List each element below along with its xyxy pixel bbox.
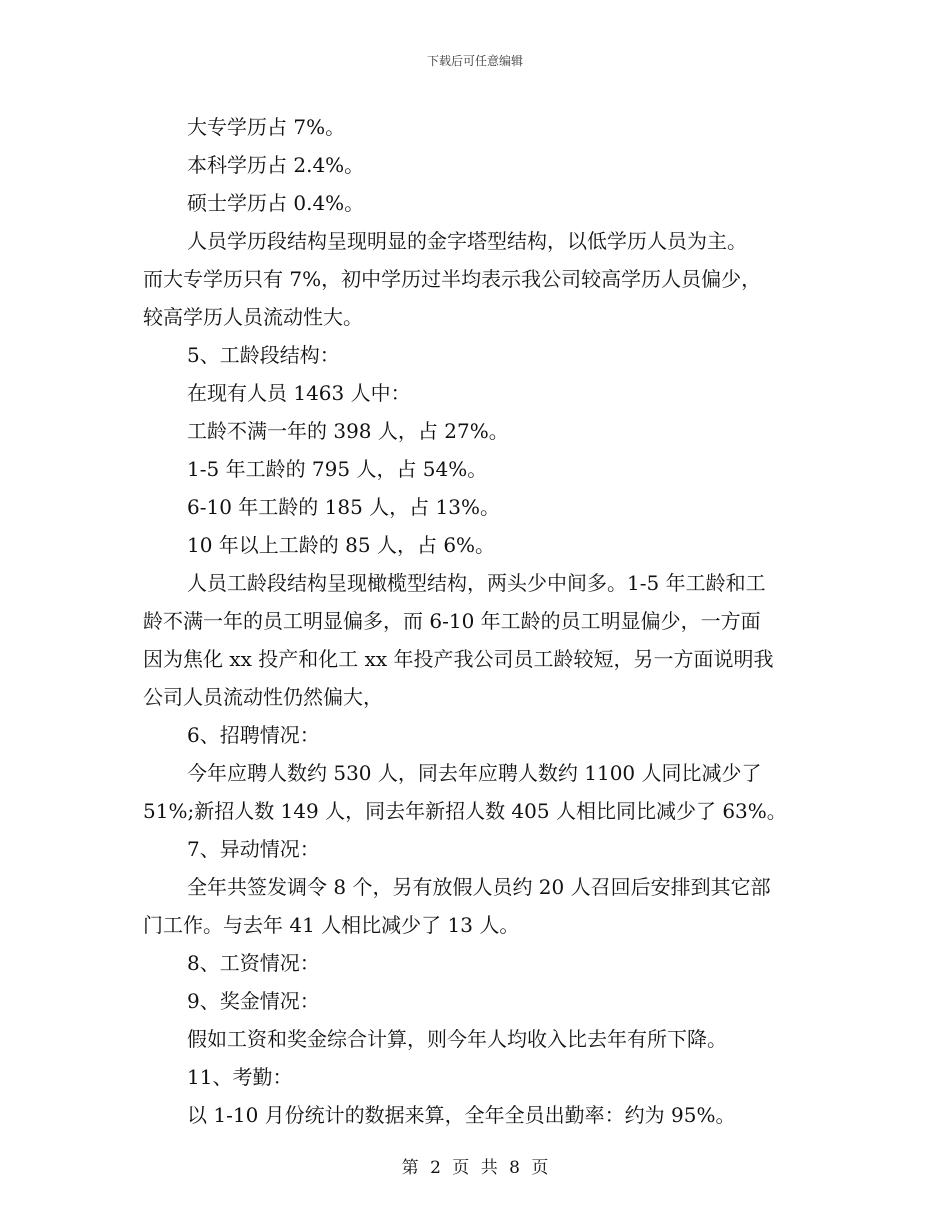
section-heading: 9、奖金情况： <box>187 989 320 1013</box>
paragraph-line: 6-10 年工龄的 185 人，占 13%。 <box>187 495 500 519</box>
paragraph-line: 门工作。与去年 41 人相比减少了 13 人。 <box>143 913 520 937</box>
page-header: 下载后可任意编辑 <box>426 54 523 68</box>
paragraph-line: 工龄不满一年的 398 人，占 27%。 <box>187 419 509 443</box>
paragraph-line: 全年共签发调令 8 个，另有放假人员约 20 人召回后安排到其它部 <box>187 875 771 899</box>
paragraph-line: 以 1-10 月份统计的数据来算，全年全员出勤率：约为 95%。 <box>187 1103 736 1127</box>
section-heading: 11、考勤： <box>187 1065 293 1089</box>
section-heading: 8、工资情况： <box>187 951 320 975</box>
paragraph-line: 硕士学历占 0.4%。 <box>187 191 365 215</box>
page-footer: 第 2 页 共 8 页 <box>401 1158 549 1178</box>
paragraph-line: 大专学历占 7%。 <box>187 115 346 139</box>
section-heading: 5、工龄段结构： <box>187 343 340 367</box>
paragraph-line: 10 年以上工龄的 85 人，占 6%。 <box>187 533 496 557</box>
paragraph-line: 今年应聘人数约 530 人，同去年应聘人数约 1100 人同比减少了 <box>187 761 762 785</box>
paragraph-line: 人员学历段结构呈现明显的金字塔型结构，以低学历人员为主。 <box>187 229 747 253</box>
paragraph-line: 因为焦化 xx 投产和化工 xx 年投产我公司员工龄较短，另一方面说明我 <box>143 647 774 671</box>
paragraph-line: 本科学历占 2.4%。 <box>187 153 365 177</box>
paragraph-line: 51%;新招人数 149 人，同去年新招人数 405 人相比同比减少了 63%。 <box>143 799 787 823</box>
paragraph-line: 在现有人员 1463 人中： <box>187 381 411 405</box>
section-heading: 7、异动情况： <box>187 837 320 861</box>
paragraph-line: 假如工资和奖金综合计算，则今年人均收入比去年有所下降。 <box>187 1027 727 1051</box>
paragraph-line: 龄不满一年的员工明显偏多，而 6-10 年工龄的员工明显偏少，一方面 <box>143 609 761 633</box>
paragraph-line: 较高学历人员流动性大。 <box>143 305 363 329</box>
paragraph-line: 1-5 年工龄的 795 人，占 54%。 <box>187 457 488 481</box>
paragraph-line: 人员工龄段结构呈现橄榄型结构，两头少中间多。1-5 年工龄和工 <box>187 571 766 595</box>
paragraph-line: 公司人员流动性仍然偏大， <box>143 685 383 709</box>
document-body <box>143 108 811 1134</box>
section-heading: 6、招聘情况： <box>187 723 320 747</box>
paragraph-line: 而大专学历只有 7%，初中学历过半均表示我公司较高学历人员偏少， <box>143 267 762 291</box>
